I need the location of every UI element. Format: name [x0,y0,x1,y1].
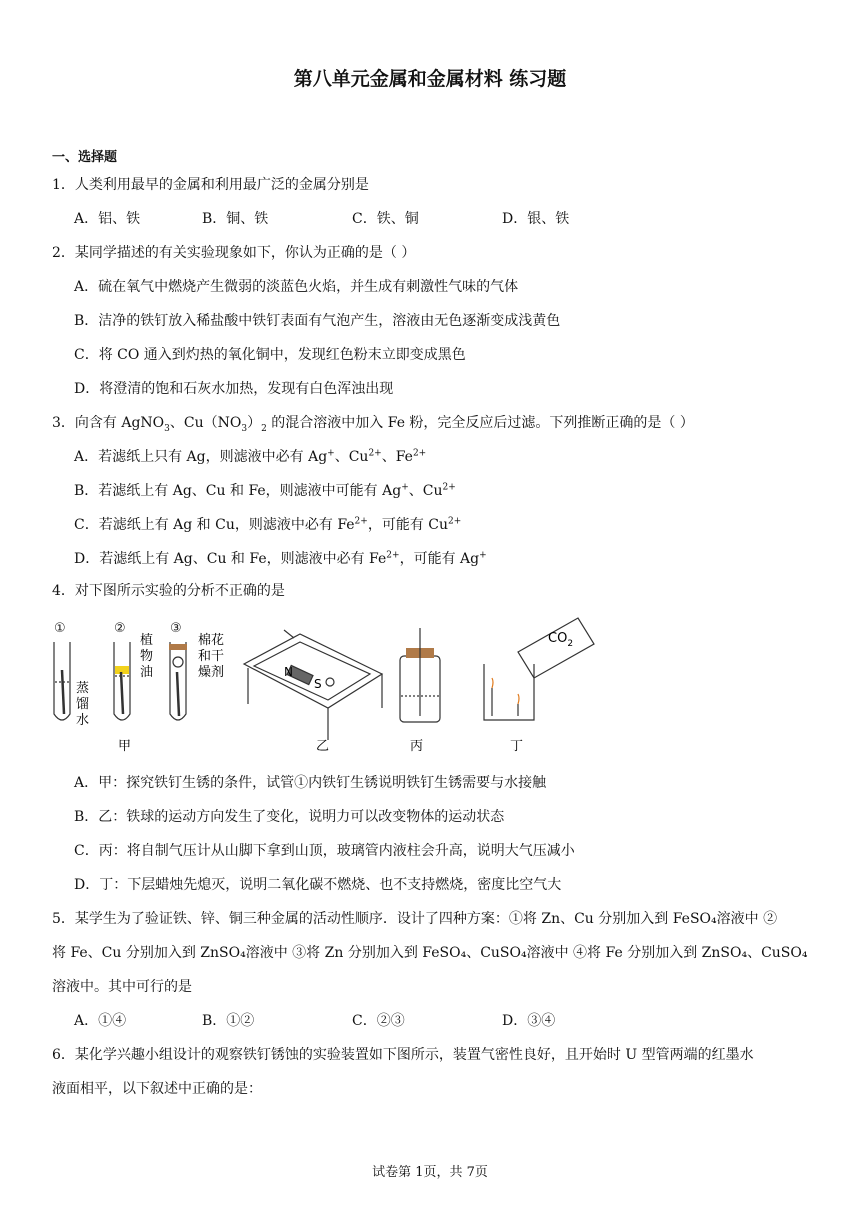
q2-option-b: B．洁净的铁钉放入稀盐酸中铁钉表面有气泡产生，溶液由无色逐渐变成浅黄色 [74,313,561,329]
q1-option-b: B．铜、铁 [202,211,269,227]
q3-option-d: D．若滤纸上有 Ag、Cu 和 Fe，则滤液中必有 $Fe^{2+}$，可能有 Ag+ [74,550,487,567]
q3-option-a: A．若滤纸上只有 Ag，则滤液中必有 Ag+、$Cu^{2+}$、$Fe^{2+}$ [74,448,427,465]
q1-option-a: A．铝、铁 [74,211,141,227]
page-title: 第八单元金属和金属材料 练习题 [293,68,567,90]
label-distilled-water: 蒸馏水 [76,681,90,728]
q3-stem: 3．向含有 AgNO$_3$、$Cu(NO_3)_2$ 的混合溶液中加入 Fe 粉，完全反应后过滤。下列推断正确的是（ ） [52,415,694,434]
q4-option-a: A．甲：探究铁钉生锈的条件，试管①内铁钉生锈说明铁钉生锈需要与水接触 [74,775,547,791]
tube-number-3: ③ [170,621,182,636]
test-tube-1 [54,642,70,720]
label-cotton-desiccant: 棉花和干燥剂 [198,633,225,680]
q6-line-2: 液面相平，以下叙述中正确的是： [52,1081,262,1097]
q5-line-2: 将 Fe、Cu 分别加入到 ZnSO₄溶液中 ③将 Zn 分别加入到 FeSO₄、CuSO₄溶液中 ④将 Fe 分别加入到 ZnSO₄、CuSO₄ [52,945,808,961]
q1-stem: 1．人类利用最早的金属和利用最广泛的金属分别是 [52,177,369,193]
q1-option-c: C．铁、铜 [352,211,419,227]
q5-option-d: D．③④ [502,1013,556,1029]
caption-yi: 乙 [316,739,330,754]
q3-option-c: C．若滤纸上有 Ag 和 Cu，则滤液中必有 $Fe^{2+}$，可能有 $Cu^{2+}$ [74,516,462,533]
q5-line-3: 溶液中。其中可行的是 [52,979,192,995]
magnet-n-label: N [284,665,293,679]
barometer-bottle [400,628,440,722]
q5-option-a: A．①④ [74,1013,127,1029]
tube-number-2: ② [114,621,126,636]
co2-label: $CO_2$ [548,631,574,649]
q4-experiment-figure [48,612,608,760]
q4-option-c: C．丙：将自制气压计从山脚下拿到山顶，玻璃管内液柱会升高，说明大气压减小 [74,843,575,859]
test-tube-2 [114,642,130,720]
q2-option-d: D．将澄清的饱和石灰水加热，发现有白色浑浊出现 [74,381,394,397]
caption-bing: 丙 [410,739,424,754]
q4-stem: 4．对下图所示实验的分析不正确的是 [52,583,285,599]
caption-jia: 甲 [118,739,132,754]
page-footer: 试卷第 1页，共 7页 [372,1165,488,1180]
test-tube-3 [169,642,187,720]
q4-option-b: B．乙：铁球的运动方向发生了变化，说明力可以改变物体的运动状态 [74,809,505,825]
q5-line-1: 5．某学生为了验证铁、锌、铜三种金属的活动性顺序．设计了四种方案：①将 Zn、Cu 分别加入到 FeSO₄溶液中 ② [52,911,778,927]
q1-option-d: D．银、铁 [502,211,570,227]
q2-option-c: C．将 CO 通入到灼热的氧化铜中，发现红色粉末立即变成黑色 [74,347,466,363]
q5-option-b: B．①② [202,1013,255,1029]
label-vegetable-oil: 植物油 [140,633,154,680]
q3-option-b: B．若滤纸上有 Ag、Cu 和 Fe，则滤液中可能有 Ag+、$Cu^{2+}$ [74,482,456,499]
magnet-s-label: S [314,677,322,691]
q4-option-d: D．丁：下层蜡烛先熄灭，说明二氧化碳不燃烧、也不支持燃烧，密度比空气大 [74,877,562,893]
q2-option-a: A．硫在氧气中燃烧产生微弱的淡蓝色火焰，并生成有刺激性气味的气体 [74,279,519,295]
q5-option-c: C．②③ [352,1013,405,1029]
q2-stem: 2．某同学描述的有关实验现象如下，你认为正确的是（ ） [52,245,416,261]
tube-number-1: ① [54,621,66,636]
table-magnet-setup [244,630,382,740]
section-heading: 一、选择题 [52,150,118,165]
co2-candle-setup [484,618,594,720]
q6-line-1: 6．某化学兴趣小组设计的观察铁钉锈蚀的实验装置如下图所示，装置气密性良好，且开始时 U 型管两端的红墨水 [52,1047,754,1063]
caption-ding: 丁 [510,739,524,754]
